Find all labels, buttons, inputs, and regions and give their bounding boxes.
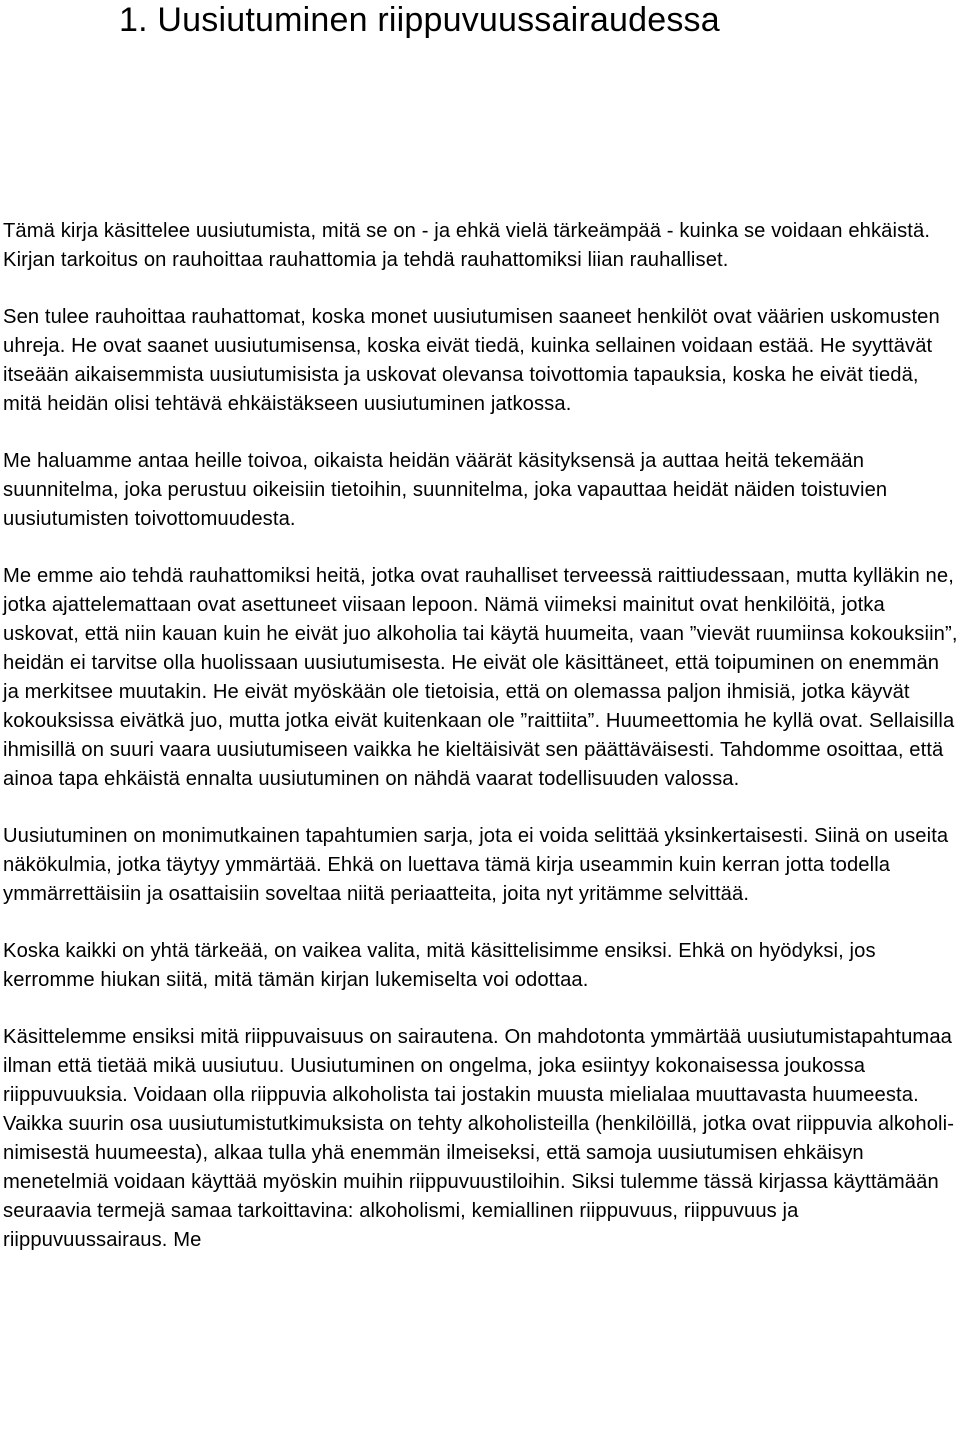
paragraph-1: Tämä kirja käsittelee uusiutumista, mitä se on - ja ehkä vielä tärkeämpää - kuinka se voidaan ehkäistä. Kirjan tarkoitus on rauhoittaa rauhattomia ja tehdä rauhattomiksi liian rauhalliset. (3, 220, 931, 271)
paragraph-2: Sen tulee rauhoittaa rauhattomat, koska monet uusiutumisen saaneet henkilöt ovat väärien uskomusten uhreja. He ovat saanet uusiutumisensa, koska eivät tiedä, kuinka sellainen voidaan estää. He syyttävät itseään aikaisemmista uusiutumisista ja uskovat olevansa toivottomia tapauksia, koska he eivät tiedä, mitä heidän olisi tehtävä ehkäistäkseen uusiutuminen jatkossa. (3, 306, 940, 415)
paragraph-7: Käsittelemme ensiksi mitä riippuvaisuus on sairautena. On mahdotonta ymmärtää uusiutumistapahtumaa ilman että tietää mikä uusiutuu. Uusiutuminen on ongelma, joka esiintyy kokonaisessa joukossa riippuvuuksia. Voidaan olla riippuvia alkoholista tai jostakin muusta mielialaa muuttavasta huumeesta. Vaikka suurin osa uusiutumistutkimuksista on tehty alkoholisteilla (henkilöillä, jotka ovat riippuvia alkoholi-nimisestä huumeesta), alkaa tulla yhä enemmän ilmeiseksi, että samoja uusiutumisen ehkäisyn menetelmiä voidaan käyttää myöskin muihin riippuvuustiloihin. Siksi tulemme tässä kirjassa käyttämään seuraavia termejä samaa tarkoittavina: alkoholismi, kemiallinen riippuvuus, riippuvuus ja riippuvuussairaus. Me (3, 1026, 955, 1251)
page-title: 1. Uusiutuminen riippuvuussairaudessa (119, 1, 720, 39)
paragraph-3: Me haluamme antaa heille toivoa, oikaista heidän väärät käsityksensä ja auttaa heitä tekemään suunnitelma, joka perustuu oikeisiin tietoihin, suunnitelma, joka vapauttaa heidät näiden toistuvien uusiutumisten toivottomuudesta. (3, 450, 888, 530)
paragraph-5: Uusiutuminen on monimutkainen tapahtumien sarja, jota ei voida selittää yksinkertaisesti. Siinä on useita näkökulmia, jotka täytyy ymmärtää. Ehkä on luettava tämä kirja useammin kuin kerran jotta todella ymmärrettäisiin ja osattaisiin soveltaa niitä periaatteita, joita nyt yritämme selvittää. (3, 825, 949, 905)
paragraph-4: Me emme aio tehdä rauhattomiksi heitä, jotka ovat rauhalliset terveessä raittiudessaan, mutta kylläkin ne, jotka ajattelemattaan ovat asettuneet viisaan lepoon. Nämä viimeksi mainitut ovat henkilöitä, jotka uskovat, että niin kauan kuin he eivät juo alkoholia tai käytä huumeita, vaan ”vievät ruumiinsa kokouksiin”, heidän ei tarvitse olla huolissaan uusiutumisesta. He eivät ole käsittäneet, että toipuminen on enemmän ja merkitsee muutakin. He eivät myöskään ole tietoisia, että on olemassa paljon ihmisiä, jotka käyvät kokouksissa eivätkä juo, mutta jotka eivät kuitenkaan ole ”raittiita”. Huumeettomia he kyllä ovat. Sellaisilla ihmisillä on suuri vaara uusiutumiseen vaikka he kieltäisivät sen päättäväisesti. Tahdomme osoittaa, että ainoa tapa ehkäistä ennalta uusiutuminen on nähdä vaarat todellisuuden valossa. (3, 565, 958, 790)
paragraph-6: Koska kaikki on yhtä tärkeää, on vaikea valita, mitä käsittelisimme ensiksi. Ehkä on hyödyksi, jos kerromme hiukan siitä, mitä tämän kirjan lukemiselta voi odottaa. (3, 940, 876, 991)
document-body (3, 217, 959, 1255)
